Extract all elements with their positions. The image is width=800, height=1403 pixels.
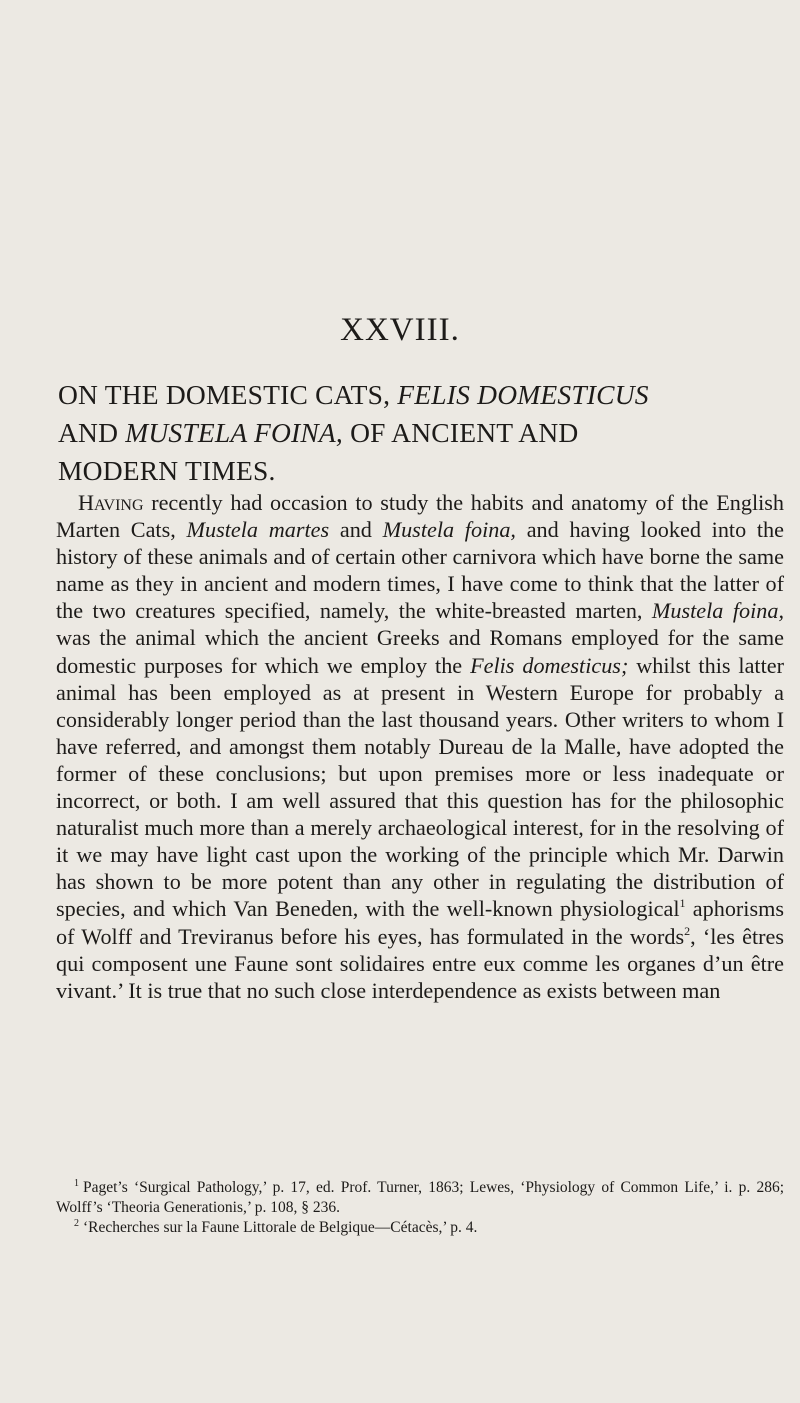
body-text-2: and xyxy=(329,517,383,543)
body-paragraph xyxy=(56,489,784,1004)
title-italic-2: MUSTELA FOINA, xyxy=(125,417,343,448)
lead-word: Having xyxy=(78,490,144,515)
footnote-text-1: Paget’s ‘Surgical Pathology,’ p. 17, ed. Prof. Turner, 1863; Lewes, ‘Physiology of Common Life,’ i. p. 286; Wolff’s ‘Theoria Generationis,’ p. 108, § 236. xyxy=(56,1179,784,1216)
footnote-mark-1: 1 xyxy=(74,1178,79,1189)
chapter-number: XXVIII. xyxy=(340,312,460,348)
body-text-6: aphorisms of Wolff and Treviranus before his eyes, has formulated in the words xyxy=(56,896,784,949)
title-line-1 xyxy=(58,376,758,414)
body-italic-4: Felis domesticus; xyxy=(470,652,629,678)
title-line-2 xyxy=(58,414,758,452)
body-italic-3: Mustela foina, xyxy=(651,598,785,624)
body-italic-2: Mustela foina, xyxy=(382,517,516,543)
title-text-4: MODERN TIMES. xyxy=(58,455,276,486)
body-text-3: and having looked into the history of these animals and of certain other carnivora which have borne the same name as they in ancient and modern times, I have come to think that the latter of the two creatures specified, namely, the white-breasted marten, xyxy=(56,517,784,624)
footnote-ref-2: 2 xyxy=(684,923,691,938)
footnote-1 xyxy=(56,1178,784,1218)
title-text-2: AND xyxy=(58,417,119,448)
title-text-3: OF ANCIENT AND xyxy=(350,417,579,448)
footnote-mark-2: 2 xyxy=(74,1218,79,1229)
footnote-ref-1: 1 xyxy=(679,896,686,911)
footnotes xyxy=(56,1178,784,1238)
body-text-7: , ‘les êtres qui composent une Faune sont solidaires entre eux comme les organes d’un être vivant.’ It is true that no such close interdependence as exists between man xyxy=(56,923,784,1003)
chapter-title xyxy=(58,376,758,490)
title-line-3 xyxy=(58,452,758,490)
footnote-2 xyxy=(56,1218,784,1238)
body-text-5: whilst this latter animal has been employed as at present in Western Europe for probably a considerably longer period than the last thousand years. Other writers to whom I have referred, and amongst them notably Dureau de la Malle, have adopted the former of these conclusions; but upon premises more or less inadequate or incorrect, or both. I am well assured that this question has for the philosophic naturalist much more than a merely archaeological interest, for in the resolving of it we may have light cast upon the working of the principle which Mr. Darwin has shown to be more potent than any other in regulating the distribution of species, and which Van Beneden, with the well-known physiological xyxy=(56,652,784,922)
body-text-1: recently had occasion to study the habits and anatomy of the English Marten Cats, xyxy=(56,490,784,543)
footnote-text-2: ‘Recherches sur la Faune Littorale de Belgique—Cétacès,’ p. 4. xyxy=(83,1219,478,1236)
title-italic-1: FELIS DOMESTICUS xyxy=(397,379,649,410)
title-text-1: ON THE DOMESTIC CATS, xyxy=(58,379,391,410)
body-italic-1: Mustela martes xyxy=(186,517,330,543)
body-text-4: was the animal which the ancient Greeks and Romans employed for the same domestic purposes for which we employ the xyxy=(56,625,784,678)
